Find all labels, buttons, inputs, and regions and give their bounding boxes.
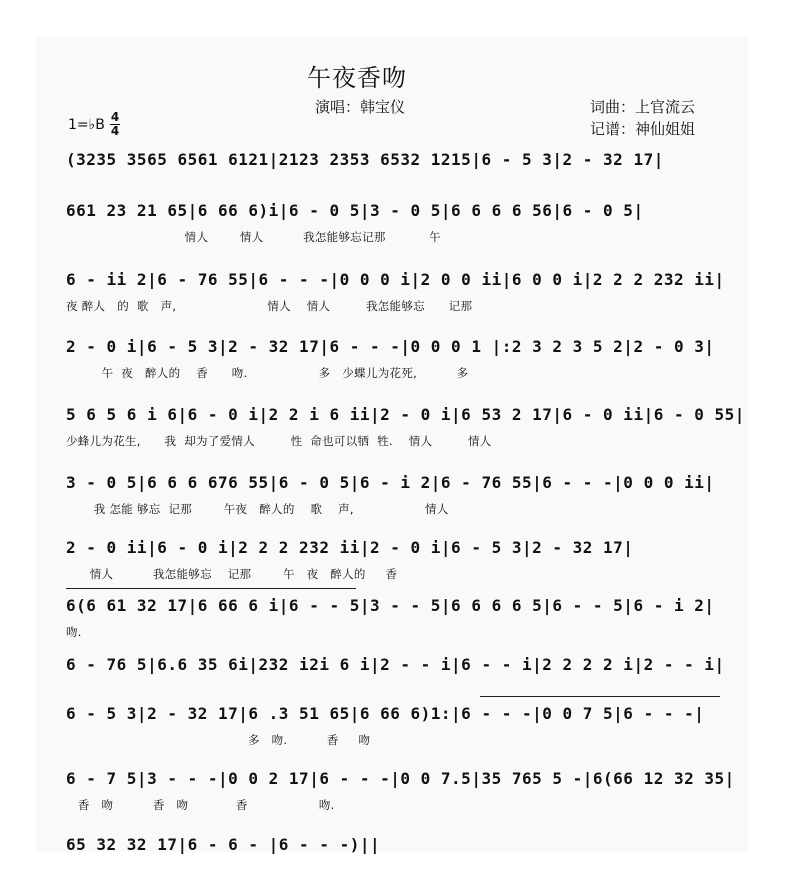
notes-line: 65 32 32 17|6 - 6 - |6 - - -)|| xyxy=(66,835,381,854)
notes-line: 5 6 5 6 i 6|6 - 0 i|2 2 i 6 ii|2 - 0 i|6 53 2 17|6 - 0 ii|6 - 0 55| xyxy=(66,405,745,424)
lyrics-line: 吻. xyxy=(66,625,82,639)
notes-line: 2 - 0 i|6 - 5 3|2 - 32 17|6 - - -|0 0 0 1 |:2 3 2 3 5 2|2 - 0 3| xyxy=(66,337,715,356)
notes-line: 3 - 0 5|6 6 6 676 55|6 - 0 5|6 - i 2|6 - 76 55|6 - - -|0 0 0 ii| xyxy=(66,473,715,492)
song-title: 午夜香吻 xyxy=(307,64,407,92)
lyrics-line: 我 怎能 够忘 记那 午夜 醉人的 歌 声, 情人 xyxy=(66,502,449,516)
lyrics-line: 夜 醉人 的 歌 声, 情人 情人 我怎能够忘 记那 xyxy=(66,299,473,313)
lyrics-line: 少蜂儿为花生, 我 却为了爱情人 性 命也可以牺 牲. 情人 情人 xyxy=(66,434,492,448)
notes-line: 6(6 61 32 17|6 66 6 i|6 - - 5|3 - - 5|6 6 6 6 5|6 - - 5|6 - i 2| xyxy=(66,596,715,615)
notes-line: 661 23 21 65|6 66 6)i|6 - 0 5|3 - 0 5|6 6 6 6 56|6 - 0 5| xyxy=(66,201,644,220)
time-signature-bottom: 4 xyxy=(110,124,120,138)
volta-bracket-2 xyxy=(480,696,720,697)
notes-line: 6 - 7 5|3 - - -|0 0 2 17|6 - - -|0 0 7.5|35 765 5 -|6(66 12 32 35| xyxy=(66,769,735,788)
notes-line: 2 - 0 ii|6 - 0 i|2 2 2 232 ii|2 - 0 i|6 - 5 3|2 - 32 17| xyxy=(66,538,634,557)
notes-line: 6 - ii 2|6 - 76 55|6 - - -|0 0 0 i|2 0 0 ii|6 0 0 i|2 2 2 232 ii| xyxy=(66,270,725,289)
lyrics-line: 午 夜 醉人的 香 吻. 多 少蝶儿为花死, 多 xyxy=(66,366,469,380)
notes-line: 6 - 5 3|2 - 32 17|6 .3 51 65|6 66 6)1:|6 - - -|0 0 7 5|6 - - -| xyxy=(66,704,705,723)
lyrics-line: 情人 情人 我怎能够忘记那 午 xyxy=(66,230,441,244)
lyrics-line: 多 吻. 香 吻 xyxy=(66,733,371,747)
lyrics-line: 香 吻 香 吻 香 吻. xyxy=(66,798,335,812)
transcriber-credit: 记谱：神仙姐姐 xyxy=(590,120,696,138)
lyrics-line: 情人 我怎能够忘 记那 午 夜 醉人的 香 xyxy=(66,567,398,581)
time-signature-top: 4 xyxy=(110,110,120,124)
time-signature xyxy=(110,112,120,137)
key-signature: 1=♭B xyxy=(68,117,105,133)
singer-credit: 演唱：韩宝仪 xyxy=(315,98,406,116)
notes-line: 6 - 76 5|6.6 35 6i|232 i2i 6 i|2 - - i|6 - - i|2 2 2 2 i|2 - - i| xyxy=(66,655,725,674)
volta-bracket-1 xyxy=(66,588,356,589)
notes-line: (3235 3565 6561 6121|2123 2353 6532 1215|6 - 5 3|2 - 32 17| xyxy=(66,150,664,169)
composer-credit: 词曲：上官流云 xyxy=(590,98,696,116)
